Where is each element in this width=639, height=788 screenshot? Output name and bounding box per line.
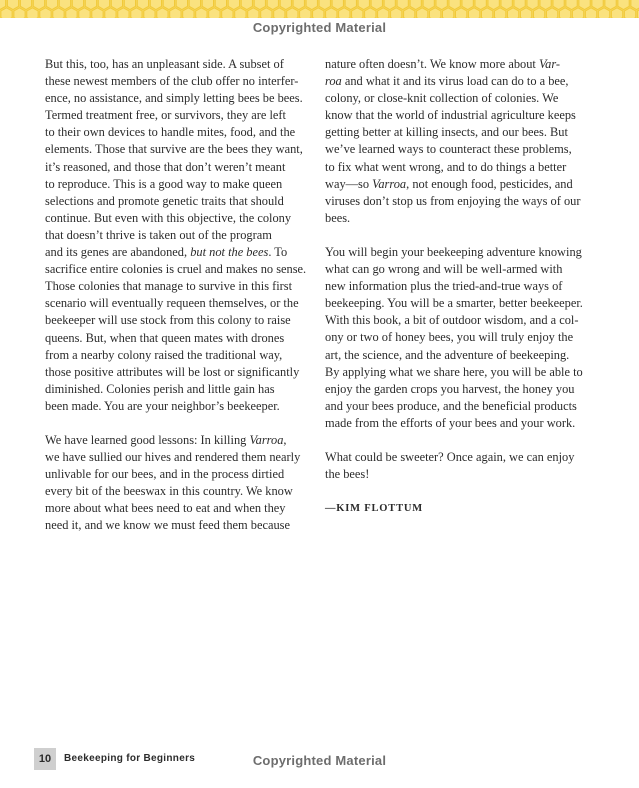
text-line: enjoy the garden crops you harvest, the honey you xyxy=(325,381,575,396)
text-line: know that the world of industrial agriculture keeps xyxy=(325,108,576,123)
author-signature: —KIM FLOTTUM xyxy=(325,503,423,515)
text-line: been made. You are your neighbor’s beekeeper. xyxy=(45,398,280,413)
text-line: bees. xyxy=(325,210,351,225)
paragraph xyxy=(45,56,307,415)
text-run: We have learned good lessons: In killing xyxy=(45,432,250,447)
text-line: every bit of the beeswax in this country. We know xyxy=(45,484,293,499)
text-line: from a nearby colony raised the traditional way, xyxy=(45,347,283,362)
text-line: sacrifice entire colonies is cruel and makes no sense. xyxy=(45,262,307,277)
text-line: beekeeping. You will be a smarter, better beekeeper. xyxy=(325,296,583,311)
text-line: the bees! xyxy=(325,467,370,482)
text-line: it’s reasoned, and those that don’t weren’t meant xyxy=(45,159,286,174)
text-line: these newest members of the club offer no interfer- xyxy=(45,74,299,89)
text-run: and what it and its virus load can do to a bee, xyxy=(341,74,569,89)
text-line: we have sullied our hives and rendered them nearly xyxy=(45,450,301,465)
text-line: selections and promote genetic traits that should xyxy=(45,193,284,208)
text-line: to reproduce. This is a good way to make queen xyxy=(45,176,283,191)
page-number: 10 xyxy=(34,748,56,770)
text-line: ence, no assistance, and simply letting bees be bees. xyxy=(45,91,303,106)
text-line: Termed treatment free, or survivors, they are left xyxy=(45,108,286,123)
text-line: what can go wrong and will be well-armed with xyxy=(325,262,563,277)
text-run: and its genes are abandoned, xyxy=(45,245,191,260)
text-line: queens. But, when that queen mates with drones xyxy=(45,330,285,345)
text-line: and your bees produce, and the beneficial products xyxy=(325,398,577,413)
paragraph xyxy=(45,432,307,535)
paragraph xyxy=(325,244,587,432)
paragraph xyxy=(325,56,587,227)
text-line: ony or two of honey bees, you will truly enjoy the xyxy=(325,330,574,345)
text-line: to their own devices to handle mites, food, and the xyxy=(45,125,296,140)
watermark-bottom: Copyrighted Material xyxy=(252,753,387,768)
text-line: unlivable for our bees, and in the process dirtied xyxy=(45,467,285,482)
text-line: But this, too, has an unpleasant side. A subset of xyxy=(45,57,284,71)
emphasis-text: roa xyxy=(325,74,342,89)
emphasis-text: Var- xyxy=(538,57,561,71)
text-line xyxy=(325,176,587,193)
text-line: new information plus the tried-and-true ways of xyxy=(325,279,563,294)
text-line: need it, and we know we must feed them because xyxy=(45,518,290,533)
text-line: continue. But even with this objective, the colony xyxy=(45,210,292,225)
emphasis-text: Varroa xyxy=(372,176,407,191)
text-line: colony, or close-knit collection of colonies. We xyxy=(325,91,559,106)
right-column xyxy=(325,56,587,517)
text-line: viruses don’t stop us from enjoying the ways of our xyxy=(325,193,581,208)
text-line: You will begin your beekeeping adventure knowing xyxy=(325,244,582,259)
text-line: getting better at killing insects, and our bees. But xyxy=(325,125,568,140)
text-line: Those colonies that manage to survive in this first xyxy=(45,279,293,294)
text-run: way—so xyxy=(325,176,373,191)
text-line: we’ve learned ways to counteract these problems, xyxy=(325,142,572,157)
emphasis-text: but not the bees xyxy=(190,245,269,260)
watermark-top: Copyrighted Material xyxy=(252,20,387,35)
text-line: diminished. Colonies perish and little gain has xyxy=(45,381,275,396)
text-run: nature often doesn’t. We know more about xyxy=(325,57,539,71)
text-line: scenario will eventually requeen themselves, or the xyxy=(45,296,299,311)
text-line xyxy=(45,432,307,449)
text-line xyxy=(325,56,587,73)
text-line: that doesn’t thrive is taken out of the program xyxy=(45,227,272,242)
left-column xyxy=(45,56,307,552)
text-line: to fix what went wrong, and to do things a better xyxy=(325,159,567,174)
text-line: beekeeper will use stock from this colony to raise xyxy=(45,313,291,328)
text-line: elements. Those that survive are the bees they want, xyxy=(45,142,303,157)
text-line: By applying what we share here, you will be able to xyxy=(325,364,583,379)
paragraph xyxy=(325,449,587,483)
text-line: art, the science, and the adventure of beekeeping. xyxy=(325,347,570,362)
text-line: What could be sweeter? Once again, we can enjoy xyxy=(325,449,575,464)
text-line xyxy=(325,73,587,90)
running-footer-title: Beekeeping for Beginners xyxy=(64,753,196,764)
text-line: more about what bees need to eat and when they xyxy=(45,501,286,516)
text-line: made from the efforts of your bees and your work. xyxy=(325,415,576,430)
emphasis-text: Varroa xyxy=(249,432,284,447)
text-run: . To xyxy=(268,245,288,260)
text-line: With this book, a bit of outdoor wisdom, and a col- xyxy=(325,313,579,328)
text-line xyxy=(45,244,307,261)
text-line: those positive attributes will be lost or significantly xyxy=(45,364,300,379)
text-run: , xyxy=(283,432,287,447)
text-run: , not enough food, pesticides, and xyxy=(406,176,573,191)
